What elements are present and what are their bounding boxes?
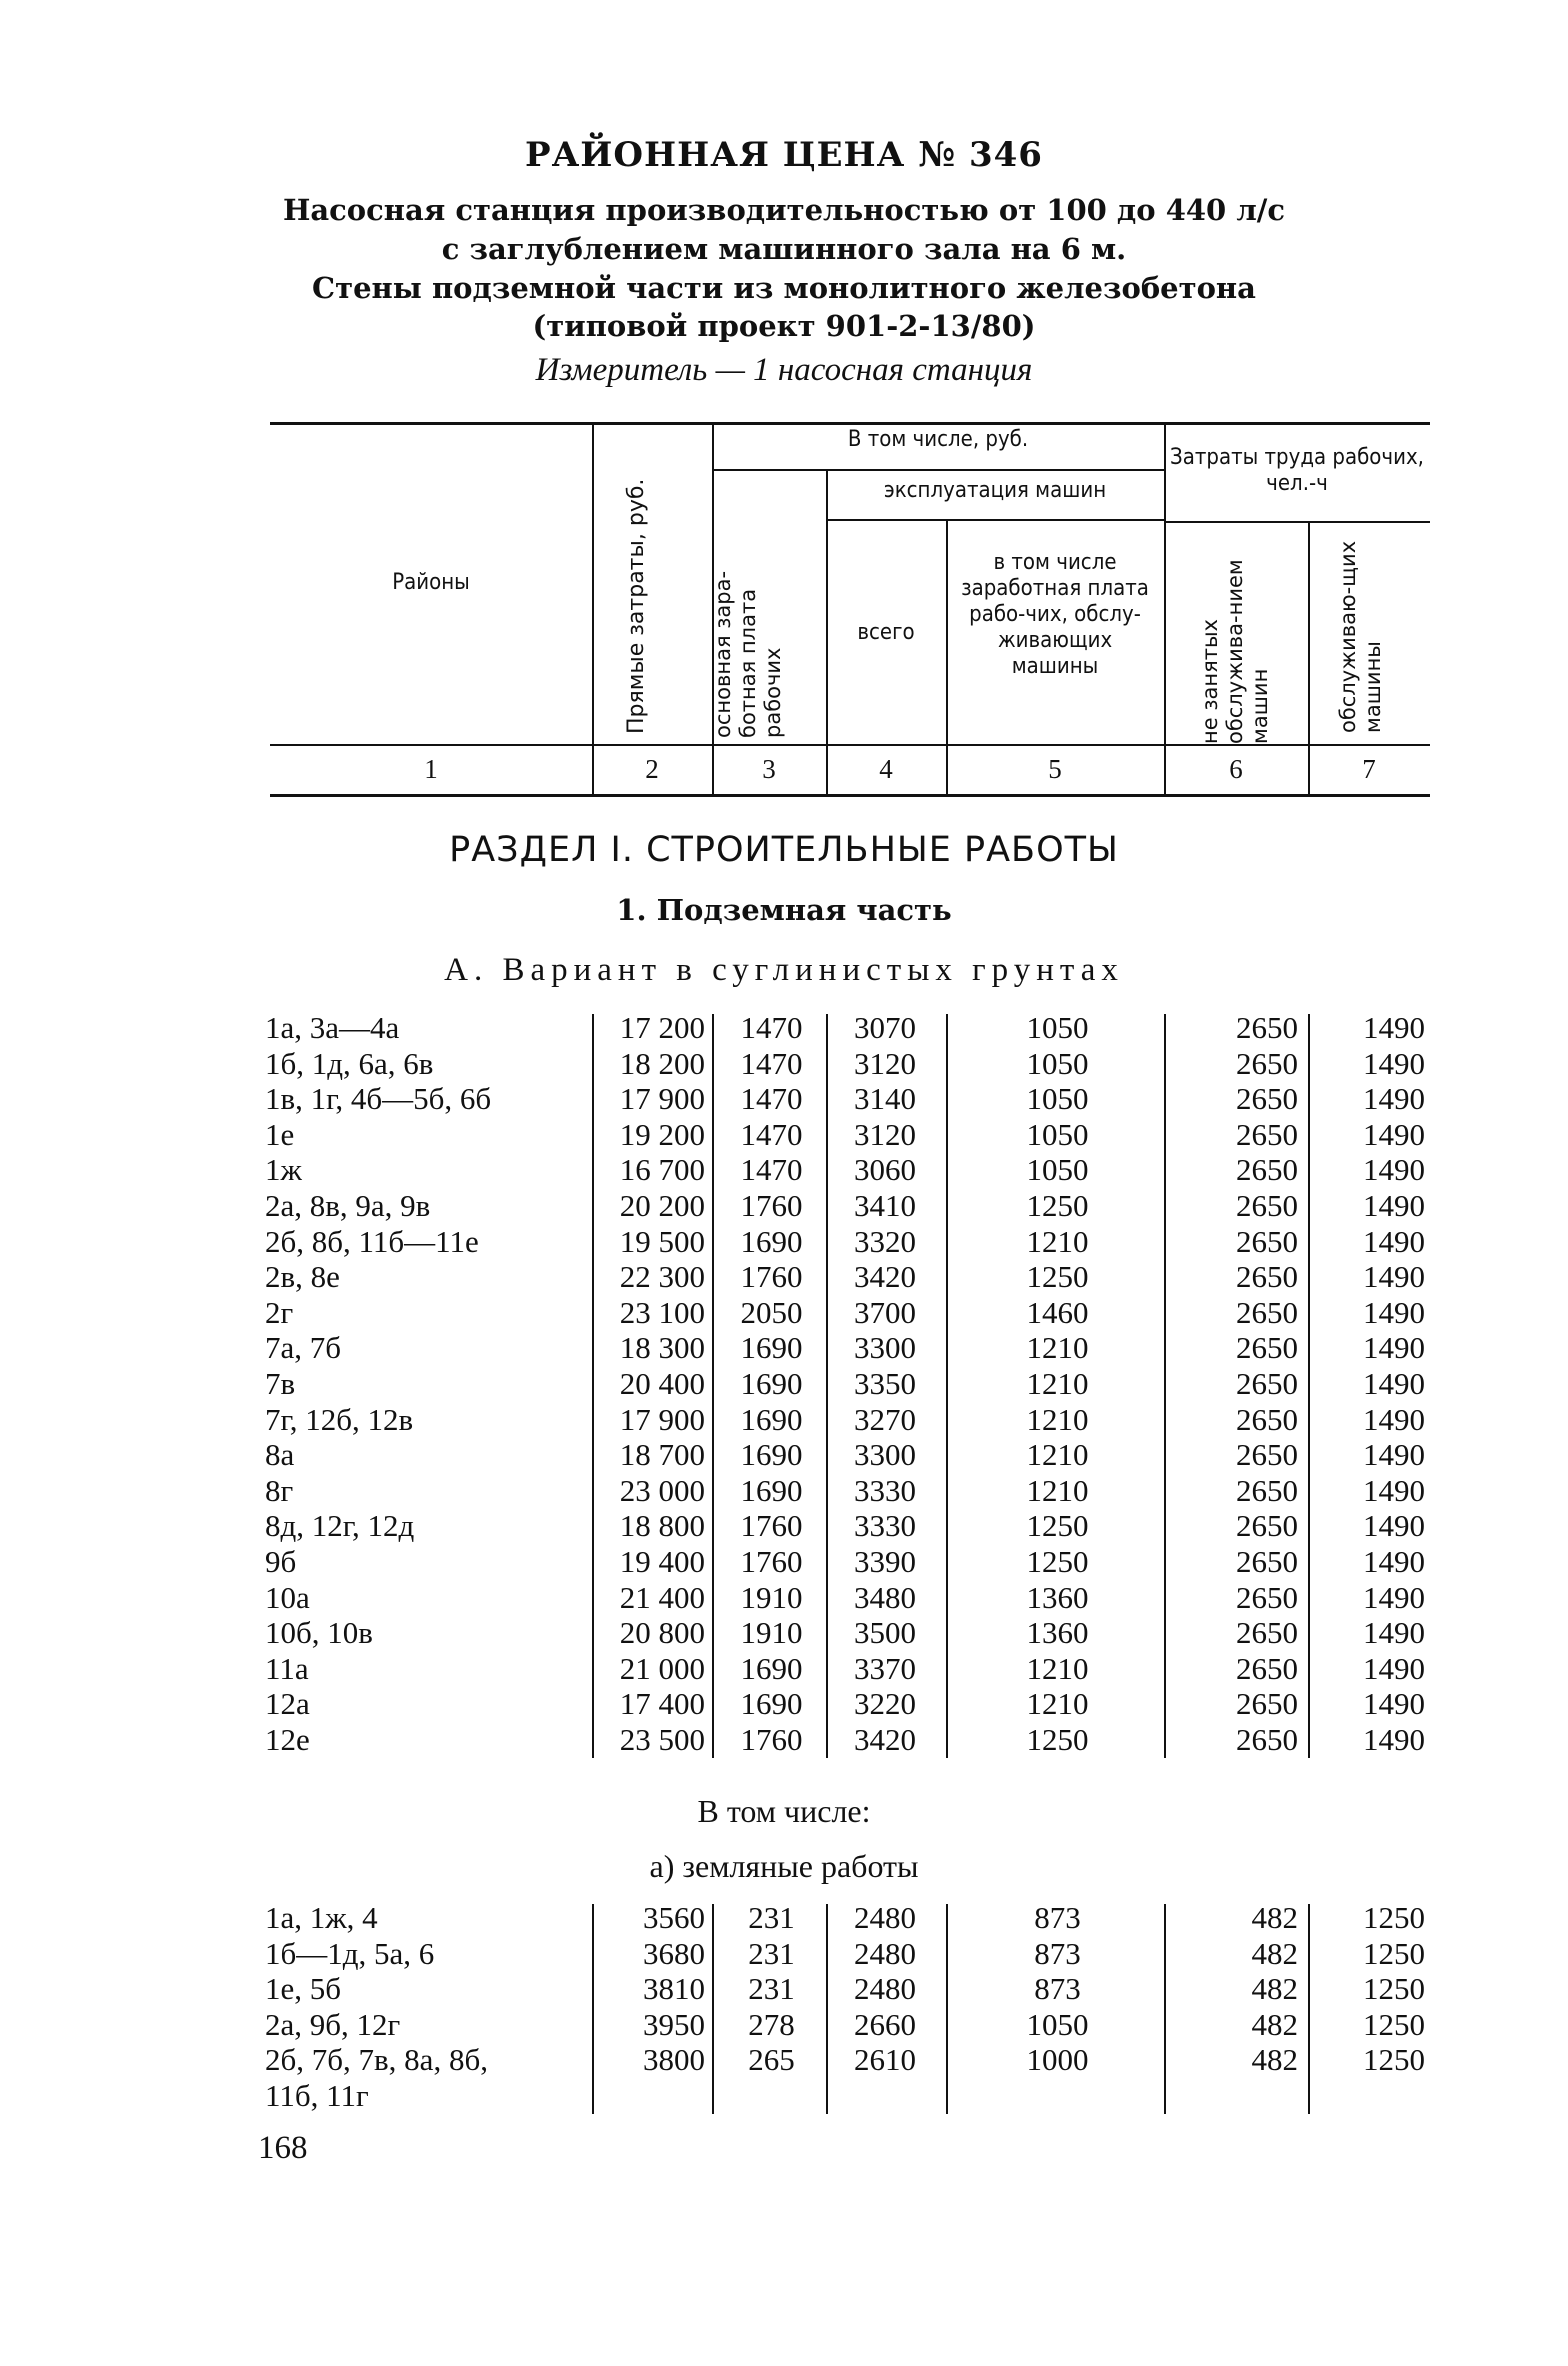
cell-base-wage: 265 <box>748 2042 795 2078</box>
cell-district: 1ж <box>265 1152 302 1188</box>
cell-district: 2в, 8е <box>265 1259 340 1295</box>
table-row <box>0 1651 1568 1687</box>
cell-base-wage: 1690 <box>740 1650 803 1686</box>
cell-direct-costs: 17 400 <box>619 1686 705 1722</box>
cell-machine-total: 3330 <box>854 1472 916 1508</box>
cell-machine-total: 3420 <box>854 1259 916 1295</box>
cell-machine-wage: 1210 <box>1026 1223 1089 1259</box>
cell-labor-servicing: 1250 <box>1363 2042 1425 2078</box>
header-number-rule <box>270 794 1430 797</box>
cell-labor-not-servicing: 2650 <box>1236 1366 1298 1401</box>
cell-direct-costs: 3680 <box>643 1935 705 1971</box>
cell-machine-total: 3420 <box>854 1722 916 1757</box>
cell-base-wage: 1470 <box>740 1045 803 1081</box>
cell-labor-not-servicing: 2650 <box>1236 1579 1298 1615</box>
cell-direct-costs: 3810 <box>643 1971 705 2007</box>
cell-labor-servicing: 1490 <box>1363 1615 1425 1651</box>
cell-direct-costs: 3950 <box>643 2006 705 2042</box>
cell-labor-servicing: 1250 <box>1363 1971 1425 2007</box>
earthworks-label: а) земляные работы <box>649 1848 919 1884</box>
cell-base-wage: 231 <box>748 1900 795 1935</box>
cell-district: 2б, 7б, 7в, 8а, 8б, <box>265 2042 488 2078</box>
cell-machine-wage: 1360 <box>1026 1615 1089 1651</box>
cell-district: 2г <box>265 1294 294 1330</box>
table-row <box>0 1117 1568 1153</box>
cell-labor-servicing: 1490 <box>1363 1152 1425 1188</box>
cell-base-wage: 1760 <box>740 1722 803 1757</box>
cell-direct-costs: 18 200 <box>619 1045 705 1081</box>
table-row <box>0 1473 1568 1509</box>
cell-machine-wage: 1210 <box>1026 1650 1089 1686</box>
cell-machine-wage: 1250 <box>1026 1544 1089 1579</box>
column-number-7: 7 <box>1362 754 1376 784</box>
table-row <box>0 1971 1568 2007</box>
cell-base-wage: 1690 <box>740 1401 803 1437</box>
header-base-wage: основная зара-ботная плата рабочих <box>711 570 786 738</box>
cell-labor-not-servicing: 2650 <box>1236 1330 1298 1366</box>
cell-base-wage: 1690 <box>740 1330 803 1366</box>
cell-labor-not-servicing: 2650 <box>1236 1615 1298 1651</box>
cell-base-wage: 1470 <box>740 1010 803 1045</box>
column-number-6: 6 <box>1229 754 1243 784</box>
cell-labor-servicing: 1490 <box>1363 1045 1425 1081</box>
cell-labor-servicing: 1490 <box>1363 1579 1425 1615</box>
cell-labor-servicing: 1490 <box>1363 1366 1425 1401</box>
cell-machine-total: 2480 <box>854 1971 916 2007</box>
cell-machine-wage: 873 <box>1034 1900 1081 1935</box>
cell-machine-total: 3350 <box>854 1366 916 1401</box>
table-row <box>0 1936 1568 1972</box>
cell-labor-servicing: 1490 <box>1363 1437 1425 1473</box>
cell-direct-costs: 23 000 <box>619 1472 705 1508</box>
cell-district: 1б, 1д, 6а, 6в <box>265 1045 434 1081</box>
cell-machine-wage: 873 <box>1034 1935 1081 1971</box>
table-row <box>0 1259 1568 1295</box>
cell-machine-wage: 1050 <box>1026 1045 1089 1081</box>
cell-labor-servicing: 1490 <box>1363 1650 1425 1686</box>
cell-machine-wage: 1210 <box>1026 1330 1089 1366</box>
cell-machine-wage: 1050 <box>1026 1116 1089 1152</box>
header-servicing: обслуживаю-щих машины <box>1336 540 1386 733</box>
cell-machine-wage: 1210 <box>1026 1686 1089 1722</box>
cell-district: 1б—1д, 5а, 6 <box>265 1935 435 1971</box>
cell-district: 9б <box>265 1544 297 1579</box>
cell-base-wage: 1910 <box>740 1615 803 1651</box>
cell-machine-wage: 1050 <box>1026 1081 1089 1117</box>
cell-machine-total: 3700 <box>854 1294 916 1330</box>
cell-labor-servicing: 1250 <box>1363 1935 1425 1971</box>
cell-labor-not-servicing: 2650 <box>1236 1437 1298 1473</box>
cell-machine-wage: 1210 <box>1026 1437 1089 1473</box>
cell-machine-total: 3330 <box>854 1508 916 1544</box>
cell-labor-servicing: 1490 <box>1363 1188 1425 1223</box>
cell-base-wage: 1760 <box>740 1508 803 1544</box>
cell-district: 2б, 8б, 11б—11е <box>265 1223 479 1259</box>
table-row <box>0 1686 1568 1722</box>
cell-district: 2а, 9б, 12г <box>265 2006 401 2042</box>
column-rule <box>946 1014 948 1758</box>
cell-machine-total: 2660 <box>854 2006 916 2042</box>
cell-machine-total: 3120 <box>854 1045 916 1081</box>
cell-district: 11а <box>265 1650 309 1686</box>
cell-labor-not-servicing: 2650 <box>1236 1259 1298 1295</box>
cell-labor-not-servicing: 2650 <box>1236 1010 1298 1045</box>
cell-machine-wage: 1460 <box>1026 1294 1089 1330</box>
cell-machine-total: 3120 <box>854 1116 916 1152</box>
cell-labor-servicing: 1490 <box>1363 1544 1425 1579</box>
column-rule <box>712 1904 714 2114</box>
cell-machine-total: 3370 <box>854 1650 916 1686</box>
header-divider <box>826 470 828 745</box>
header-direct-costs: Прямые затраты, руб. <box>624 478 649 734</box>
column-rule <box>1164 1014 1166 1758</box>
table-row <box>0 2042 1568 2078</box>
cell-machine-wage: 1250 <box>1026 1259 1089 1295</box>
table-row <box>0 1437 1568 1473</box>
cell-machine-total: 3500 <box>854 1615 916 1651</box>
subtitle-line-4: (типовой проект 901-2-13/80) <box>532 309 1036 343</box>
cell-machine-wage: 1000 <box>1026 2042 1089 2078</box>
cell-machine-wage: 1210 <box>1026 1366 1089 1401</box>
table-row <box>0 1046 1568 1082</box>
cell-district: 8г <box>265 1472 294 1508</box>
column-rule <box>826 1014 828 1758</box>
cell-base-wage: 1690 <box>740 1366 803 1401</box>
subsection-title: 1. Подземная часть <box>616 893 952 927</box>
cell-direct-costs: 16 700 <box>619 1152 705 1188</box>
cell-machine-total: 2480 <box>854 1900 916 1935</box>
cell-district: 7в <box>265 1366 296 1401</box>
cell-direct-costs: 20 800 <box>619 1615 705 1651</box>
cell-machine-wage: 1050 <box>1026 2006 1089 2042</box>
table-row <box>0 1010 1568 1046</box>
cell-labor-not-servicing: 2650 <box>1236 1152 1298 1188</box>
cell-machine-wage: 1250 <box>1026 1188 1089 1223</box>
cell-district: 11б, 11г <box>265 2078 369 2113</box>
column-rule <box>592 1904 594 2114</box>
cell-district: 7а, 7б <box>265 1330 342 1366</box>
header-divider <box>1308 522 1310 745</box>
cell-base-wage: 1470 <box>740 1116 803 1152</box>
column-number-2: 2 <box>645 754 659 784</box>
cell-district: 12е <box>265 1722 310 1757</box>
table-row <box>0 1722 1568 1758</box>
column-rule <box>1308 1904 1310 2114</box>
cell-labor-servicing: 1250 <box>1363 1900 1425 1935</box>
header-machine-operation: эксплуатация машин <box>883 478 1107 503</box>
cell-direct-costs: 17 900 <box>619 1401 705 1437</box>
cell-base-wage: 231 <box>748 1971 795 2007</box>
cell-direct-costs: 21 000 <box>619 1650 705 1686</box>
cell-direct-costs: 19 400 <box>619 1544 705 1579</box>
column-number-4: 4 <box>879 754 893 784</box>
cell-district: 10б, 10в <box>265 1615 373 1651</box>
subtitle-line-2: с заглублением машинного зала на 6 м. <box>441 232 1127 266</box>
column-rule <box>946 1904 948 2114</box>
header-not-servicing: не занятых обслужива-нием машин <box>1198 559 1273 744</box>
header-divider <box>946 520 948 745</box>
cell-labor-not-servicing: 2650 <box>1236 1544 1298 1579</box>
cell-direct-costs: 18 300 <box>619 1330 705 1366</box>
column-rule <box>592 1014 594 1758</box>
cell-direct-costs: 17 200 <box>619 1010 705 1045</box>
header-rule <box>712 469 1164 471</box>
cell-labor-servicing: 1490 <box>1363 1010 1425 1045</box>
header-rule <box>1164 521 1430 523</box>
column-rule <box>1308 1014 1310 1758</box>
subtitle-line-3: Стены подземной части из монолитного железобетона <box>312 271 1256 305</box>
cell-district: 1в, 1г, 4б—5б, 6б <box>265 1081 492 1117</box>
table-row <box>0 1152 1568 1188</box>
cell-direct-costs: 23 500 <box>619 1722 705 1757</box>
table-row <box>0 1366 1568 1402</box>
subtitle-line-1: Насосная станция производительностью от 100 до 440 л/с <box>282 193 1286 227</box>
cell-labor-not-servicing: 2650 <box>1236 1686 1298 1722</box>
cell-base-wage: 278 <box>748 2006 795 2042</box>
cell-machine-total: 3300 <box>854 1437 916 1473</box>
cell-district: 2а, 8в, 9а, 9в <box>265 1188 431 1223</box>
cell-district: 1е <box>265 1116 295 1152</box>
cell-machine-total: 3300 <box>854 1330 916 1366</box>
cell-labor-servicing: 1490 <box>1363 1330 1425 1366</box>
column-rule <box>1164 1904 1166 2114</box>
cell-machine-wage: 1210 <box>1026 1472 1089 1508</box>
cell-direct-costs: 20 400 <box>619 1366 705 1401</box>
cell-labor-servicing: 1490 <box>1363 1722 1425 1757</box>
cell-district: 1а, 3а—4а <box>265 1010 400 1045</box>
cell-labor-not-servicing: 2650 <box>1236 1188 1298 1223</box>
cell-machine-total: 3060 <box>854 1152 916 1188</box>
header-top-rule <box>270 422 1430 425</box>
column-rule <box>826 1904 828 2114</box>
column-number-3: 3 <box>762 754 776 784</box>
cell-machine-wage: 873 <box>1034 1971 1081 2007</box>
cell-base-wage: 1470 <box>740 1081 803 1117</box>
cell-machine-wage: 1250 <box>1026 1722 1089 1757</box>
cell-labor-not-servicing: 482 <box>1251 2006 1298 2042</box>
page-title: РАЙОННАЯ ЦЕНА № 346 <box>525 135 1043 175</box>
cell-labor-not-servicing: 482 <box>1251 1900 1298 1935</box>
cell-district: 1е, 5б <box>265 1971 342 2007</box>
cell-machine-wage: 1050 <box>1026 1010 1089 1045</box>
cell-district: 8д, 12г, 12д <box>265 1508 415 1544</box>
cell-machine-wage: 1210 <box>1026 1401 1089 1437</box>
cell-direct-costs: 18 700 <box>619 1437 705 1473</box>
cell-labor-servicing: 1250 <box>1363 2006 1425 2042</box>
cell-base-wage: 1690 <box>740 1223 803 1259</box>
header-labor-costs: Затраты труда рабочих, чел.-ч <box>1170 445 1424 496</box>
including-label: В том числе: <box>697 1793 871 1829</box>
cell-labor-servicing: 1490 <box>1363 1686 1425 1722</box>
section-title: РАЗДЕЛ I. СТРОИТЕЛЬНЫЕ РАБОТЫ <box>449 830 1119 870</box>
variant-title: А. Вариант в суглинистых грунтах <box>444 952 1124 988</box>
cell-labor-servicing: 1490 <box>1363 1472 1425 1508</box>
cell-labor-servicing: 1490 <box>1363 1081 1425 1117</box>
cell-labor-not-servicing: 2650 <box>1236 1650 1298 1686</box>
cell-machine-total: 3140 <box>854 1081 916 1117</box>
cell-labor-servicing: 1490 <box>1363 1116 1425 1152</box>
cell-labor-servicing: 1490 <box>1363 1401 1425 1437</box>
header-districts: Районы <box>392 570 470 595</box>
cell-labor-not-servicing: 2650 <box>1236 1508 1298 1544</box>
page-number: 168 <box>258 2130 308 2166</box>
cell-machine-total: 3390 <box>854 1544 916 1579</box>
cell-base-wage: 1470 <box>740 1152 803 1188</box>
cell-machine-total: 3220 <box>854 1686 916 1722</box>
column-number-1: 1 <box>424 754 438 784</box>
cell-base-wage: 1760 <box>740 1259 803 1295</box>
table-row <box>0 1188 1568 1224</box>
header-bottom-rule <box>270 744 1430 746</box>
cell-machine-wage: 1360 <box>1026 1579 1089 1615</box>
cell-direct-costs: 3800 <box>643 2042 705 2078</box>
cell-labor-not-servicing: 2650 <box>1236 1116 1298 1152</box>
cell-base-wage: 1690 <box>740 1686 803 1722</box>
cell-base-wage: 2050 <box>740 1294 803 1330</box>
cell-labor-not-servicing: 482 <box>1251 1971 1298 2007</box>
cell-labor-servicing: 1490 <box>1363 1259 1425 1295</box>
table-row <box>0 1900 1568 1936</box>
cell-base-wage: 1690 <box>740 1437 803 1473</box>
cell-direct-costs: 19 500 <box>619 1223 705 1259</box>
cell-labor-not-servicing: 482 <box>1251 2042 1298 2078</box>
cell-labor-not-servicing: 2650 <box>1236 1722 1298 1757</box>
cell-machine-wage: 1050 <box>1026 1152 1089 1188</box>
cell-labor-servicing: 1490 <box>1363 1294 1425 1330</box>
cell-direct-costs: 3560 <box>643 1900 705 1935</box>
table-row <box>0 1224 1568 1260</box>
cell-direct-costs: 20 200 <box>619 1188 705 1223</box>
cell-district: 8а <box>265 1437 295 1473</box>
cell-labor-not-servicing: 2650 <box>1236 1045 1298 1081</box>
table-row <box>0 1081 1568 1117</box>
cell-district: 12а <box>265 1686 310 1722</box>
cell-direct-costs: 23 100 <box>619 1294 705 1330</box>
cell-district: 10а <box>265 1579 310 1615</box>
cell-base-wage: 1760 <box>740 1188 803 1223</box>
header-total: всего <box>857 620 915 645</box>
header-divider <box>592 425 594 745</box>
cell-direct-costs: 21 400 <box>619 1579 705 1615</box>
cell-machine-wage: 1250 <box>1026 1508 1089 1544</box>
table-row <box>0 1508 1568 1544</box>
table-row <box>0 2078 1568 2114</box>
cell-labor-not-servicing: 482 <box>1251 1935 1298 1971</box>
cell-labor-not-servicing: 2650 <box>1236 1081 1298 1117</box>
cell-base-wage: 1910 <box>740 1579 803 1615</box>
cell-machine-total: 3270 <box>854 1401 916 1437</box>
column-rule <box>712 1014 714 1758</box>
cell-labor-not-servicing: 2650 <box>1236 1401 1298 1437</box>
header-including-rub: В том числе, руб. <box>847 427 1029 452</box>
cell-direct-costs: 18 800 <box>619 1508 705 1544</box>
cell-base-wage: 231 <box>748 1935 795 1971</box>
cell-direct-costs: 22 300 <box>619 1259 705 1295</box>
cell-base-wage: 1690 <box>740 1472 803 1508</box>
cell-labor-servicing: 1490 <box>1363 1508 1425 1544</box>
cell-direct-costs: 17 900 <box>619 1081 705 1117</box>
measure-unit: Измеритель — 1 насосная станция <box>535 352 1033 388</box>
header-including-wage: в том числе заработная плата рабо-чих, обслу-живающих машины <box>961 550 1149 679</box>
cell-direct-costs: 19 200 <box>619 1116 705 1152</box>
cell-labor-not-servicing: 2650 <box>1236 1294 1298 1330</box>
cell-labor-servicing: 1490 <box>1363 1223 1425 1259</box>
cell-machine-total: 3320 <box>854 1223 916 1259</box>
cell-labor-not-servicing: 2650 <box>1236 1223 1298 1259</box>
table-row <box>0 1615 1568 1651</box>
cell-machine-total: 2480 <box>854 1935 916 1971</box>
cell-machine-total: 2610 <box>854 2042 916 2078</box>
table-row <box>0 1580 1568 1616</box>
cell-machine-total: 3070 <box>854 1010 916 1045</box>
column-number-5: 5 <box>1048 754 1062 784</box>
cell-district: 1а, 1ж, 4 <box>265 1900 378 1935</box>
table-row <box>0 1402 1568 1438</box>
cell-labor-not-servicing: 2650 <box>1236 1472 1298 1508</box>
cell-machine-total: 3410 <box>854 1188 916 1223</box>
cell-district: 7г, 12б, 12в <box>265 1401 414 1437</box>
table-row <box>0 2007 1568 2043</box>
table-row <box>0 1330 1568 1366</box>
header-rule <box>826 519 1164 521</box>
cell-machine-total: 3480 <box>854 1579 916 1615</box>
table-row <box>0 1295 1568 1331</box>
cell-base-wage: 1760 <box>740 1544 803 1579</box>
table-row <box>0 1544 1568 1580</box>
